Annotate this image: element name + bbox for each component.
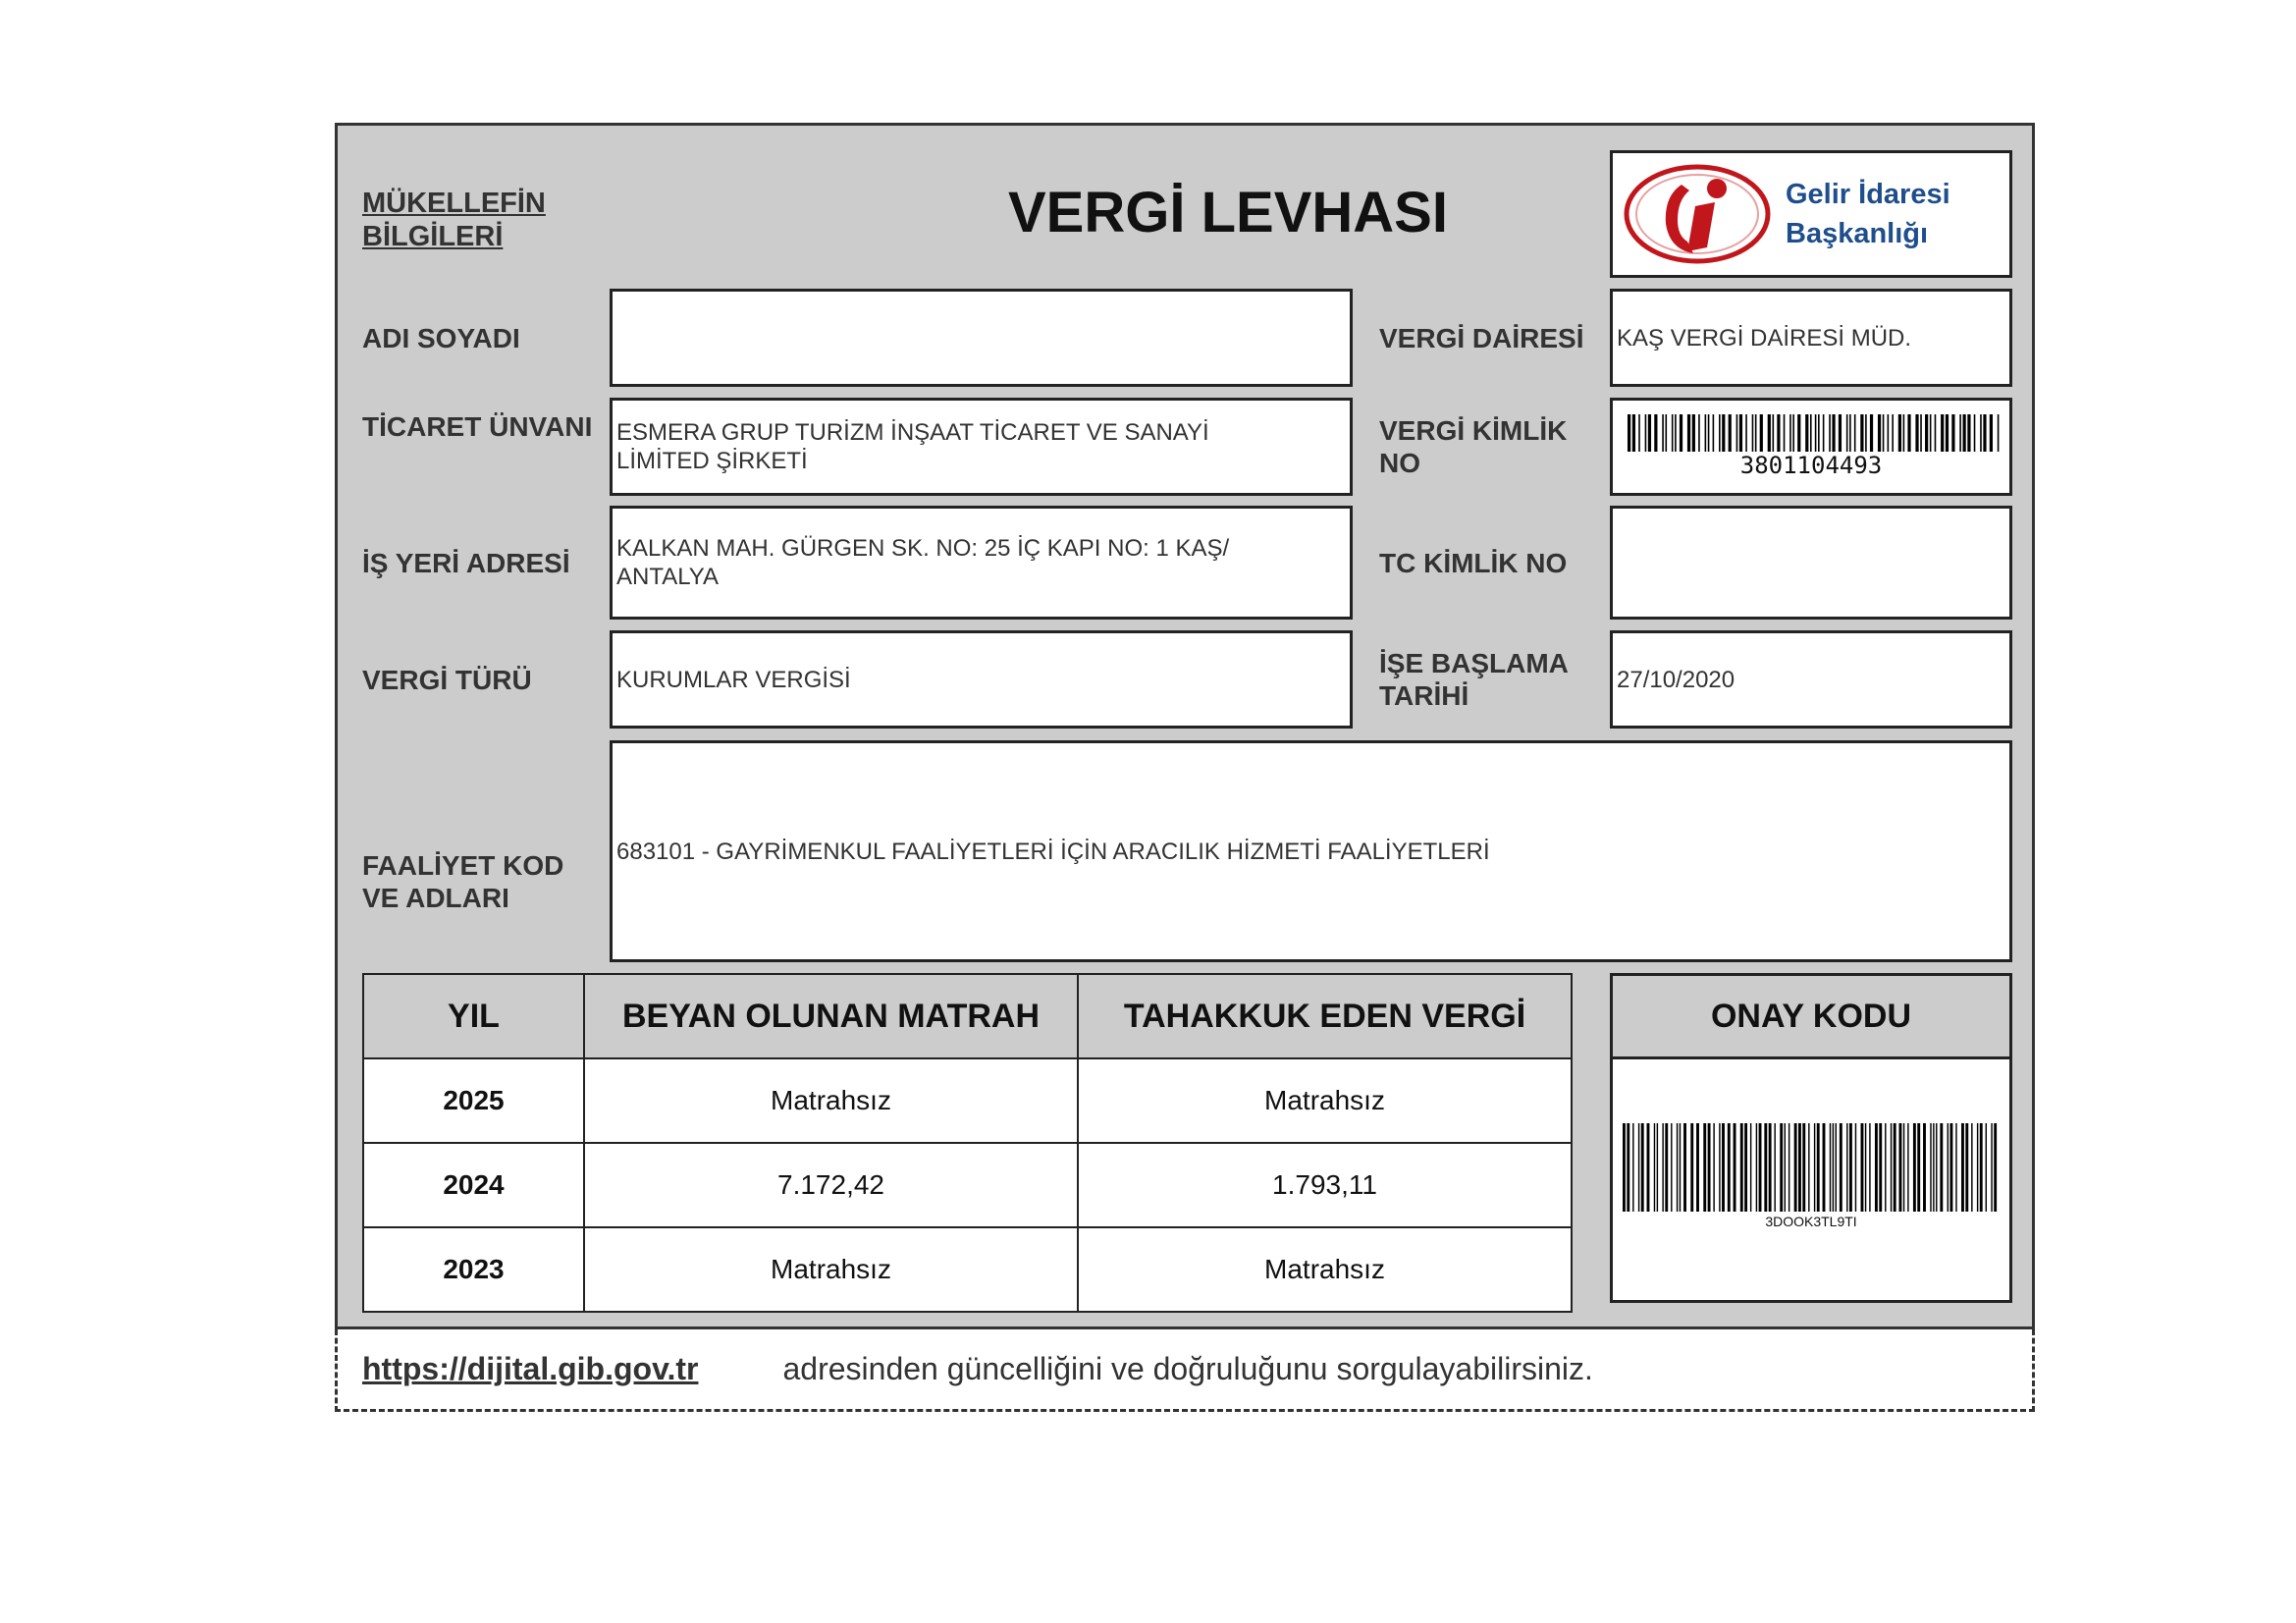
gib-logo [1610, 150, 2012, 278]
section-title: MÜKELLEFİN BİLGİLERİ [362, 188, 546, 252]
barcode-bar [1683, 1123, 1686, 1212]
barcode-bar [1861, 1123, 1864, 1212]
barcode-bar [1955, 1123, 1956, 1212]
barcode-bar [1805, 414, 1808, 452]
barcode-bar [1740, 1123, 1743, 1212]
barcode-bar [1752, 414, 1754, 452]
barcode-bar [1865, 414, 1867, 452]
barcode-bar [1671, 1123, 1672, 1212]
barcode-bar [1672, 414, 1674, 452]
barcode-bar [1907, 1123, 1908, 1212]
barcode-bar [1965, 1123, 1968, 1212]
barcode-bar [1703, 1123, 1706, 1212]
barcode-bar [1854, 414, 1856, 452]
barcode-bar [1935, 414, 1937, 452]
barcode-bar [1680, 414, 1682, 452]
onay-code: 3DOOK3TL9TI [1765, 1214, 1857, 1229]
barcode-bar [1907, 414, 1910, 452]
barcode-bar [1687, 414, 1690, 452]
barcode-bar [1925, 414, 1928, 452]
barcode-bar [1794, 1123, 1797, 1212]
barcode-bar [1734, 1123, 1736, 1212]
barcode-bar [1915, 414, 1918, 452]
value-ise-baslama: 27/10/2020 [1610, 630, 2012, 729]
value-ticaret-unvani: ESMERA GRUP TURİZM İNŞAAT TİCARET VE SANAYİ LİMİTED ŞİRKETİ [610, 398, 1353, 496]
barcode-bar [1713, 1123, 1714, 1212]
barcode-bar [1638, 414, 1640, 452]
barcode-bar [1736, 414, 1738, 452]
barcode-bar [1773, 414, 1775, 452]
barcode-bar [1647, 1123, 1650, 1212]
value-adi-soyadi [610, 289, 1353, 387]
barcode-bar [1722, 414, 1725, 452]
barcode-bar [1627, 1123, 1629, 1212]
barcode-bar [1802, 1123, 1805, 1212]
barcode-bar [1923, 1123, 1926, 1212]
barcode-bar [1878, 414, 1881, 452]
barcode-bar [1677, 1123, 1678, 1212]
cell-matrah: Matrahsız [584, 1227, 1078, 1312]
barcode-bar [1963, 414, 1966, 452]
cell-year: 2023 [363, 1227, 584, 1312]
barcode-bar [1713, 414, 1715, 452]
barcode-bar [1768, 414, 1771, 452]
barcode-bar [1792, 414, 1794, 452]
table-row [363, 1143, 1572, 1227]
barcode-bar [1722, 1123, 1725, 1212]
label-vergi-kimlik-no: VERGİ KİMLİK NO [1379, 415, 1568, 478]
barcode-bar [1760, 414, 1763, 452]
barcode-bar [1980, 1123, 1983, 1212]
barcode-bar [1967, 414, 1970, 452]
barcode-bar [1849, 414, 1851, 452]
barcode-bar [1933, 1123, 1934, 1212]
logo-line-2: Başkanlığı [1786, 218, 1929, 249]
table-row [363, 1227, 1572, 1312]
barcode-bar [1814, 1123, 1815, 1212]
barcode-bar [1744, 1123, 1747, 1212]
logo-line-1: Gelir İdaresi [1786, 179, 1950, 210]
barcode-bar [1789, 414, 1791, 452]
cell-matrah: 7.172,42 [584, 1143, 1078, 1227]
barcode-bar [1817, 1123, 1820, 1212]
barcode-bar [1870, 414, 1873, 452]
barcode-bar [1983, 414, 1986, 452]
barcode-bar [1846, 414, 1848, 452]
barcode-bar [1840, 1123, 1842, 1212]
barcode-bar [1875, 1123, 1878, 1212]
cell-vergi: Matrahsız [1078, 1058, 1572, 1143]
barcode-bar [1941, 414, 1944, 452]
barcode-bar [1903, 1123, 1904, 1212]
barcode-bar [1785, 1123, 1786, 1212]
barcode-bar [1823, 1123, 1826, 1212]
cell-year: 2024 [363, 1143, 584, 1227]
barcode-bar [1839, 414, 1842, 452]
barcode-bar [1815, 414, 1817, 452]
barcode-bar [1632, 414, 1635, 452]
barcode-bar [1879, 1123, 1882, 1212]
value-vergi-turu: KURUMLAR VERGİSİ [610, 630, 1353, 729]
barcode-bar [1692, 414, 1695, 452]
barcode-bar [1833, 1123, 1834, 1212]
value-faaliyet: 683101 - GAYRİMENKUL FAALİYETLERİ İÇİN ARACILIK HİZMETİ FAALİYETLERİ [610, 740, 2012, 962]
barcode-bar [1936, 1123, 1937, 1212]
barcode-bar [1654, 414, 1657, 452]
barcode-bar [1797, 414, 1800, 452]
barcode-bar [1946, 414, 1949, 452]
label-tc-kimlik-no: TC KİMLİK NO [1379, 547, 1568, 578]
barcode-bar [1739, 414, 1742, 452]
cell-year: 2025 [363, 1058, 584, 1143]
barcode-bar [1729, 414, 1732, 452]
barcode-bar [1784, 414, 1786, 452]
barcode-bar [1894, 1123, 1896, 1212]
onay-title: ONAY KODU [1613, 976, 2009, 1059]
barcode-bar [1903, 414, 1905, 452]
barcode-bar [1961, 1123, 1964, 1212]
label-is-yeri-adresi: İŞ YERİ ADRESİ [362, 547, 570, 578]
label-vergi-dairesi: VERGİ DAİRESİ [1379, 322, 1584, 353]
label-faaliyet: FAALİYET KOD VE ADLARI [362, 850, 564, 913]
barcode-bar [1696, 1123, 1699, 1212]
barcode-bar [1623, 1123, 1626, 1212]
barcode-bar [1708, 1123, 1711, 1212]
barcode-bar [1808, 1123, 1809, 1212]
gib-verification-link[interactable]: https://dijital.gib.gov.tr [362, 1351, 699, 1386]
barcode-bar [1836, 1123, 1837, 1212]
cell-vergi: Matrahsız [1078, 1227, 1572, 1312]
barcode-bar [1846, 1123, 1847, 1212]
barcode-bar [1986, 1123, 1987, 1212]
barcode-bar [1657, 1123, 1658, 1212]
barcode-bar [1818, 414, 1820, 452]
barcode-bar [1690, 1123, 1693, 1212]
barcode-bar [1971, 1123, 1972, 1212]
barcode-bar [1654, 1123, 1655, 1212]
value-vergi-kimlik-no [1610, 398, 2012, 496]
verification-footer [335, 1329, 2035, 1412]
barcode-bar [1917, 1123, 1920, 1212]
barcode-bar [1662, 414, 1664, 452]
barcode-bar [1798, 1123, 1801, 1212]
barcode-bar [1769, 1123, 1772, 1212]
barcode-bar [1948, 1123, 1949, 1212]
cell-matrah: Matrahsız [584, 1058, 1078, 1143]
barcode-bar [1891, 1123, 1892, 1212]
barcode-bar [1645, 414, 1647, 452]
barcode-bar [1949, 1123, 1952, 1212]
barcode-bar [1892, 414, 1894, 452]
barcode-bar [1885, 1123, 1886, 1212]
barcode-bar [1745, 414, 1747, 452]
document-title: VERGİ LEVHASI [1008, 181, 1448, 244]
col-header-matrah: BEYAN OLUNAN MATRAH [584, 974, 1078, 1058]
barcode-bar [1632, 1123, 1633, 1212]
barcode-bar [1719, 414, 1721, 452]
barcode-bar [1849, 1123, 1852, 1212]
label-adi-soyadi: ADI SOYADI [362, 322, 520, 353]
barcode-bar [1755, 414, 1757, 452]
tax-table [362, 973, 1573, 1313]
value-tc-kimlik-no [1610, 506, 2012, 620]
barcode-bar [1638, 1123, 1639, 1212]
barcode-bar [1940, 1123, 1943, 1212]
barcode-bar [1698, 414, 1700, 452]
barcode-bar [1865, 1123, 1866, 1212]
barcode-bar [1980, 414, 1982, 452]
barcode-bar [1823, 414, 1825, 452]
barcode-bar [1977, 1123, 1978, 1212]
label-ise-baslama: İŞE BAŞLAMA TARİHİ [1379, 648, 1569, 711]
barcode-bar [1990, 414, 1993, 452]
barcode-bar [1991, 1123, 1992, 1212]
barcode-bar [1675, 414, 1677, 452]
barcode-bar [1705, 414, 1707, 452]
cell-vergi: 1.793,11 [1078, 1143, 1572, 1227]
value-vergi-dairesi: KAŞ VERGİ DAİRESİ MÜD. [1610, 289, 2012, 387]
barcode-bar [1974, 414, 1976, 452]
barcode-bar [1680, 1123, 1681, 1212]
barcode-bar [1899, 1123, 1902, 1212]
barcode-bar [1648, 414, 1651, 452]
tax-table-header [363, 974, 1572, 1058]
barcode-bar [1750, 1123, 1751, 1212]
barcode-bar [1951, 414, 1954, 452]
col-header-vergi: TAHAKKUK EDEN VERGİ [1078, 974, 1572, 1058]
barcode-bar [1959, 414, 1961, 452]
barcode-bar [1810, 414, 1812, 452]
barcode-bar [1728, 1123, 1731, 1212]
onay-panel [1610, 973, 2012, 1303]
label-vergi-turu: VERGİ TÜRÜ [362, 664, 532, 695]
barcode-bar [1998, 414, 2000, 452]
vkn-number: 3801104493 [1739, 452, 1883, 479]
barcode-bar [1883, 414, 1885, 452]
table-row [363, 1058, 1572, 1143]
barcode-bar [1855, 1123, 1856, 1212]
barcode-bar [1829, 414, 1831, 452]
barcode-bar [1869, 1123, 1870, 1212]
barcode-bar [1830, 1123, 1831, 1212]
barcode-bar [1665, 414, 1667, 452]
barcode-bar [1930, 414, 1932, 452]
barcode-bar [1764, 1123, 1767, 1212]
barcode-bar [1777, 414, 1780, 452]
value-is-yeri-adresi: KALKAN MAH. GÜRGEN SK. NO: 25 İÇ KAPI NO: 1 KAŞ/ ANTALYA [610, 506, 1353, 620]
barcode-bar [1708, 414, 1710, 452]
barcode-bar [1913, 1123, 1916, 1212]
barcode-bar [1920, 414, 1922, 452]
barcode-bar [1860, 414, 1863, 452]
barcode-bar [1994, 1123, 1997, 1212]
barcode-bar [1719, 1123, 1720, 1212]
barcode-bar [1662, 1123, 1663, 1212]
barcode-bar [1756, 1123, 1757, 1212]
gib-logo-icon [1623, 163, 1772, 265]
barcode-bar [1780, 1123, 1783, 1212]
barcode-bar [1832, 414, 1835, 452]
barcode-bar [1774, 1123, 1775, 1212]
tax-plate-sheet [335, 123, 2035, 1329]
barcode-bar [1898, 414, 1901, 452]
col-header-yil: YIL [363, 974, 584, 1058]
barcode-bar [1641, 1123, 1644, 1212]
label-ticaret-unvani: TİCARET ÜNVANI [362, 410, 593, 442]
verification-text: adresinden güncelliğini ve doğruluğunu sorgulayabilirsiniz. [782, 1351, 1593, 1386]
barcode-bar [1759, 1123, 1762, 1212]
barcode-bar [1665, 1123, 1668, 1212]
barcode-bar [1628, 414, 1630, 452]
barcode-bar [1888, 414, 1890, 452]
vkn-barcode [1628, 414, 2001, 452]
onay-barcode [1623, 1123, 2000, 1212]
barcode-bar [1930, 1123, 1931, 1212]
